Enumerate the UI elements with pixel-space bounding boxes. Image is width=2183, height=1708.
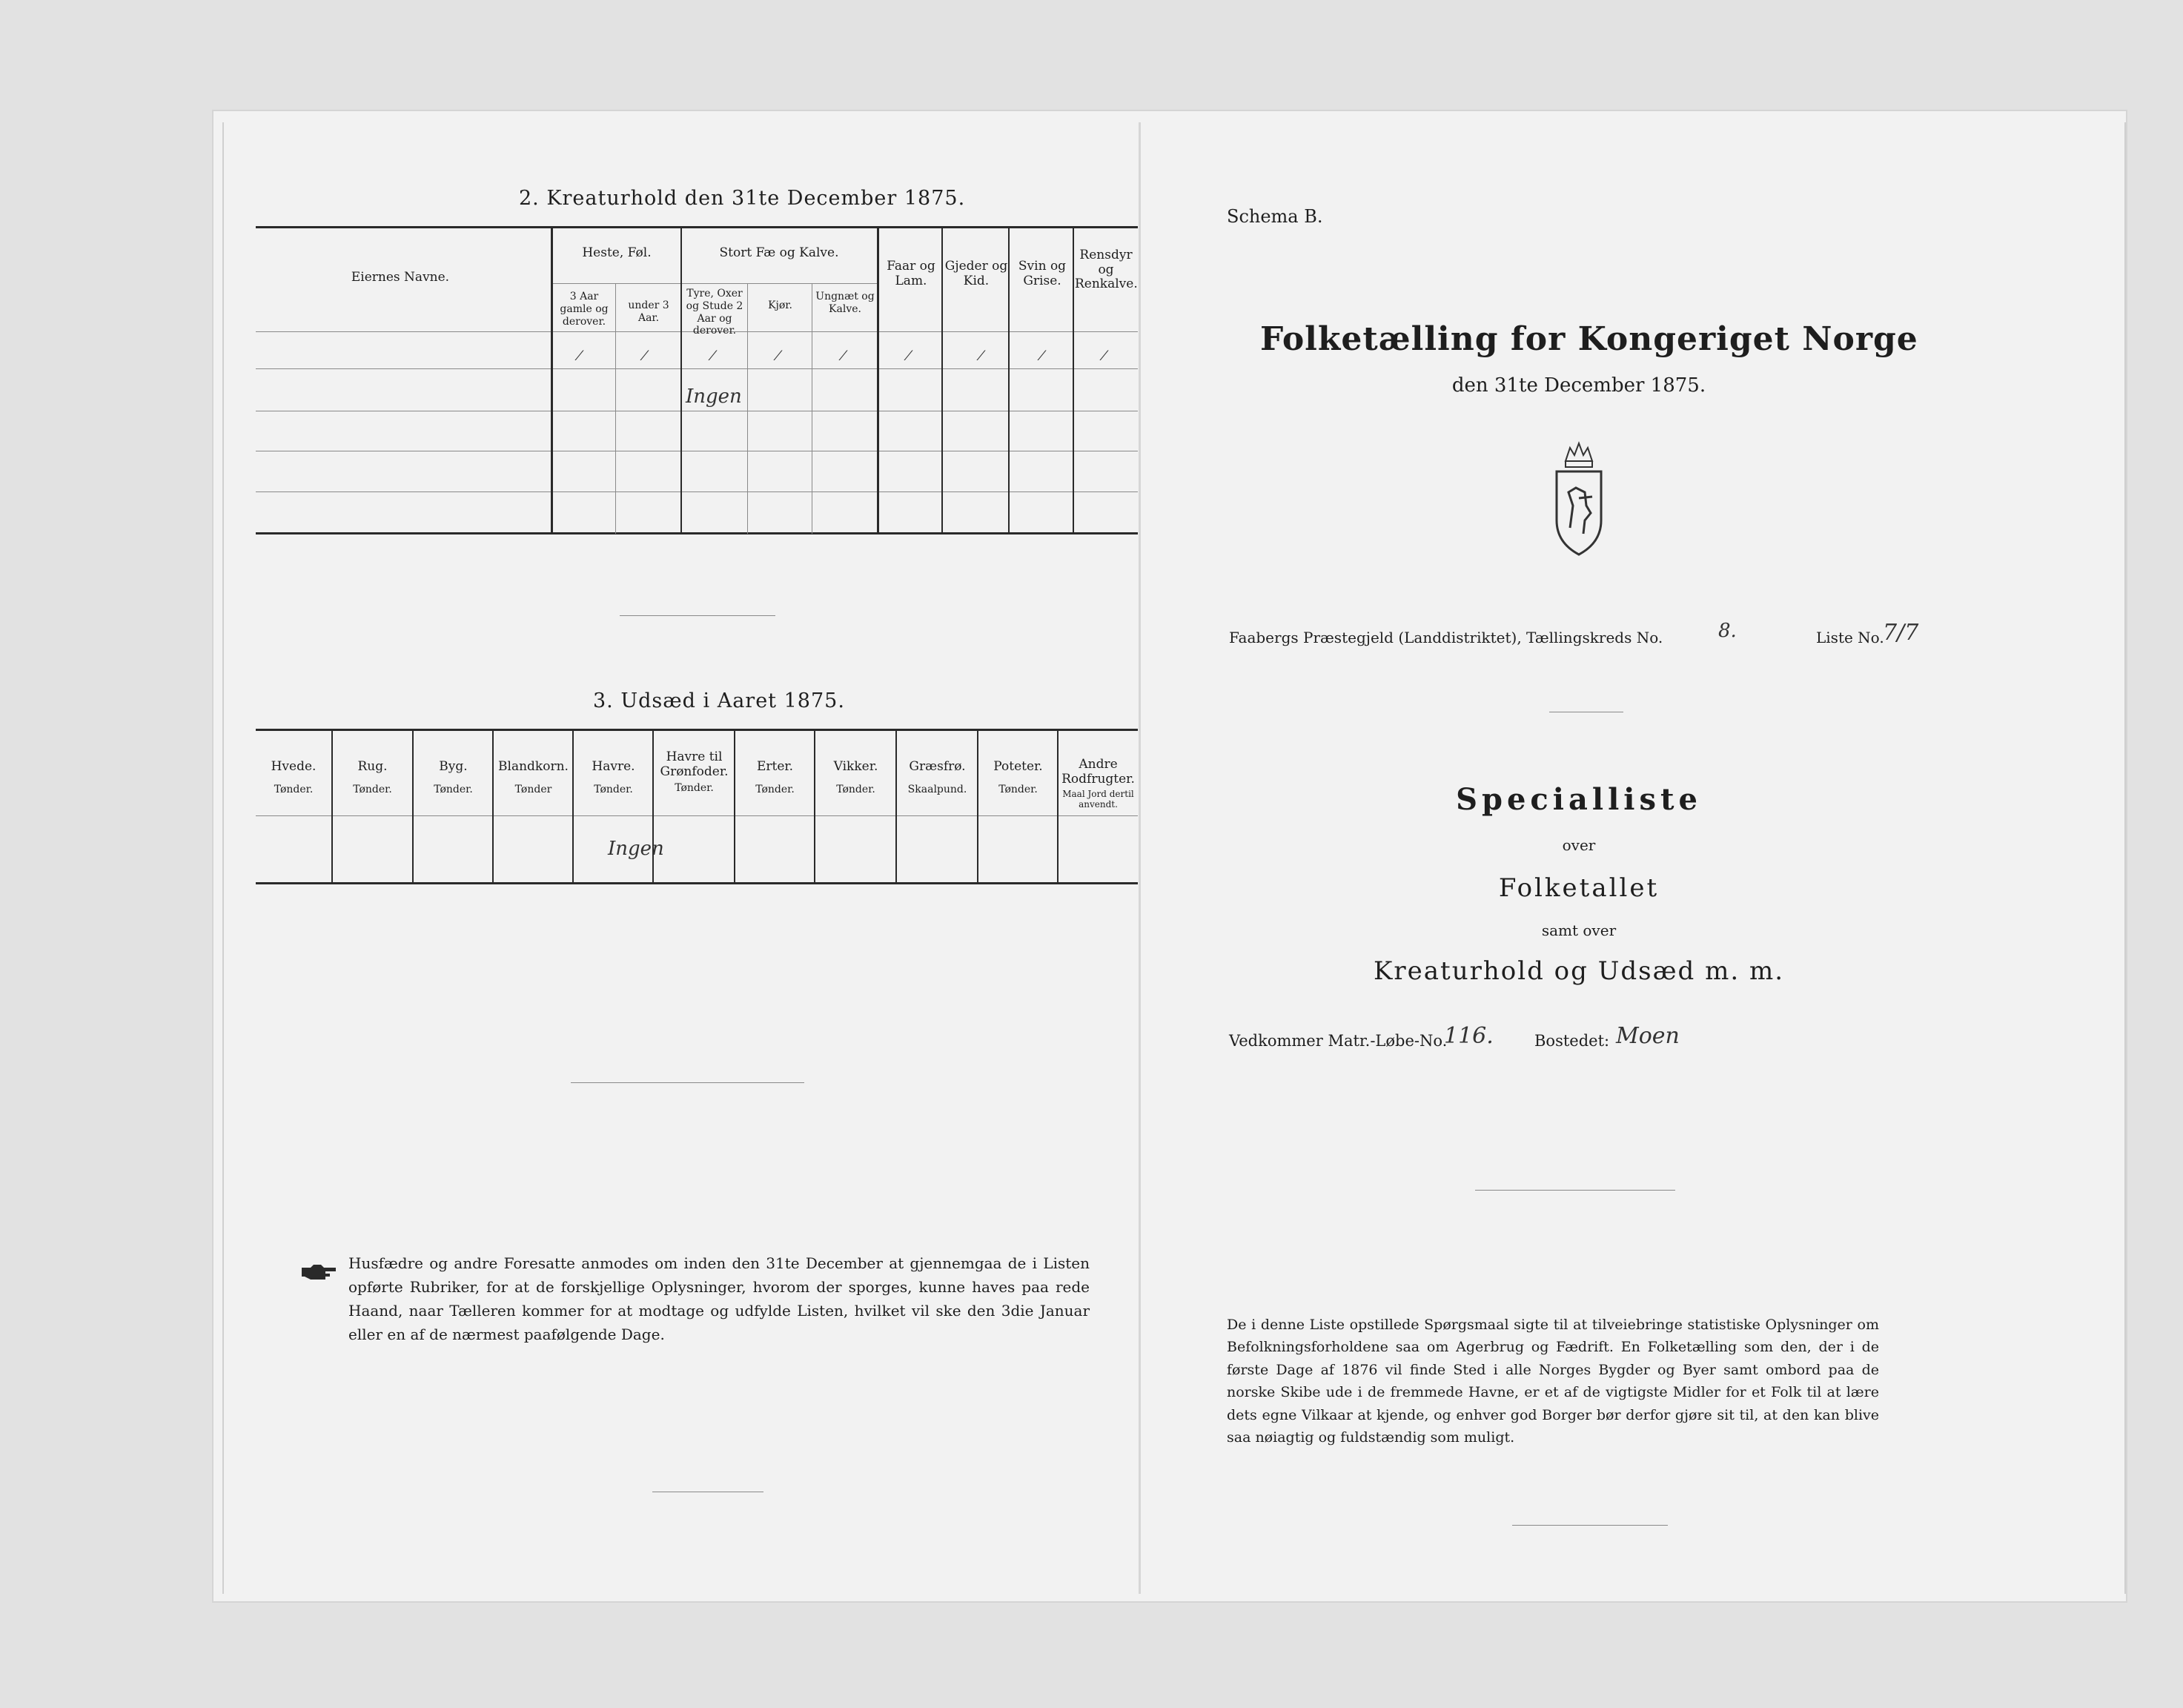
table1-mark: ⁄	[1041, 348, 1044, 364]
table2-col-line	[977, 731, 978, 884]
separator	[1512, 1525, 1668, 1526]
col-byg: Byg. Tønder.	[434, 759, 473, 795]
liste-number: 7/7	[1883, 620, 1919, 646]
table2-header-rule	[256, 815, 1138, 816]
table1-mark: ⁄	[907, 348, 910, 364]
table1-mark: ⁄	[578, 348, 581, 364]
bosted-value: Moen	[1616, 1023, 1680, 1049]
kreaturhold-udsaed-text: Kreaturhold og Udsæd m. m.	[1373, 956, 1784, 986]
table2-col-line	[492, 731, 494, 884]
udsaed-handwritten: Ingen	[608, 838, 664, 860]
udsaed-title: 3. Udsæd i Aaret 1875.	[593, 689, 845, 712]
stort-header: Stort Fæ og Kalve.	[719, 245, 839, 260]
samt-over-text: samt over	[1541, 921, 1617, 939]
heste-sub-b: under 3 Aar.	[628, 299, 669, 324]
kreaturhold-handwritten: Ingen	[686, 385, 742, 408]
col-vikker: Vikker. Tønder.	[833, 759, 878, 795]
stort-sub-b: Kjør.	[768, 299, 792, 311]
footer-paragraph: De i denne Liste opstillede Spørgsmaal sigte til at tilveiebringe statistiske Oplysninger om Befolkningsforholdene saa om Agerbrug og Fædrift. En Folketælling som den, der i de første Dage af 1876 vil finde Sted i alle Norges Bygder og Byer samt ombord paa de norske Skibe ude i de fremmede Havne, er et af de vigtigste Midler for et Folk til at lære dets egne Vilkaar at kjende, og enhver god Borger bør derfor gjøre sit til, at den kan blive saa nøiagtig og fuldstændig som muligt.	[1227, 1317, 1879, 1446]
table2-col-line	[734, 731, 735, 884]
rensdyr-header: Rensdyr og Renkalve.	[1075, 248, 1138, 292]
separator	[620, 615, 775, 616]
specialliste-title: Specialliste	[1456, 782, 1702, 817]
table1-mark: ⁄	[842, 348, 845, 364]
faar-header: Faar og Lam.	[887, 259, 935, 288]
table2-col-line	[572, 731, 574, 884]
separator	[1475, 1190, 1675, 1191]
table2-top-rule	[256, 729, 1138, 731]
matr-label: Vedkommer Matr.-Løbe-No.	[1229, 1032, 1448, 1050]
stort-sub-c: Ungnæt og Kalve.	[815, 291, 875, 315]
matr-number: 116.	[1444, 1023, 1494, 1049]
over-text: over	[1562, 836, 1596, 854]
col-andre-rodfrugter: Andre Rodfrugter. Maal Jord dertil anvendt.	[1061, 757, 1135, 810]
table1-row-rule	[256, 368, 1138, 369]
table1-bottom-rule	[256, 532, 1138, 534]
heste-sub-a: 3 Aar gamle og derover.	[560, 291, 609, 328]
pointing-hand-icon	[300, 1262, 337, 1282]
col-poteter: Poteter. Tønder.	[993, 759, 1043, 795]
page-right-edge	[2124, 122, 2126, 1594]
col-havre-gronfoder: Havre til Grønfoder. Tønder.	[660, 749, 729, 795]
table1-col-line	[1008, 228, 1010, 534]
main-title: Folketælling for Kongeriget Norge	[1260, 320, 1918, 358]
col-havre: Havre. Tønder.	[592, 759, 635, 795]
table1-mark: ⁄	[980, 348, 983, 364]
col-graesfro: Græsfrø. Skaalpund.	[907, 759, 967, 795]
stort-sub-a: Tyre, Oxer og Stude 2 Aar og derover.	[686, 288, 743, 337]
col-erter: Erter. Tønder.	[755, 759, 795, 795]
table2-col-line	[814, 731, 815, 884]
table1-col-line	[551, 228, 553, 534]
gjeder-header: Gjeder og Kid.	[944, 259, 1008, 288]
table1-col-line	[680, 228, 682, 534]
table1-col-line	[747, 283, 748, 534]
table2-col-line	[412, 731, 414, 884]
district-line: Faabergs Præstegjeld (Landdistriktet), Tællingskreds No.	[1229, 629, 1663, 646]
owner-header: Eiernes Navne.	[351, 270, 450, 285]
separator	[571, 1082, 804, 1083]
page-left-edge	[222, 122, 224, 1594]
liste-label: Liste No.	[1816, 629, 1884, 646]
table1-top-rule	[256, 226, 1138, 228]
svin-header: Svin og Grise.	[1018, 259, 1067, 288]
page-fold	[1139, 122, 1141, 1594]
table1-row-rule	[256, 491, 1138, 492]
table1-col-line	[615, 283, 616, 534]
table1-mark: ⁄	[643, 348, 646, 364]
main-date: den 31te December 1875.	[1451, 374, 1706, 397]
table2-bottom-rule	[256, 882, 1138, 884]
col-rug: Rug. Tønder.	[353, 759, 392, 795]
col-blandkorn: Blandkorn. Tønder	[498, 759, 569, 795]
table1-subheader-rule	[552, 283, 878, 284]
col-hvede: Hvede. Tønder.	[271, 759, 317, 795]
folketallet-text: Folketallet	[1498, 873, 1660, 903]
table1-mark: ⁄	[777, 348, 780, 364]
table2-col-line	[652, 731, 654, 884]
table1-mark: ⁄	[712, 348, 715, 364]
table1-col-line	[877, 228, 879, 534]
bosted-label: Bostedet:	[1534, 1032, 1610, 1050]
kreaturhold-title: 2. Kreaturhold den 31te December 1875.	[519, 187, 966, 210]
heste-header: Heste, Føl.	[582, 245, 652, 260]
table2-col-line	[895, 731, 897, 884]
table2-col-line	[331, 731, 333, 884]
notice-paragraph: Husfædre og andre Foresatte anmodes om inden den 31te December at gjennemgaa de i Listen opførte Rubriker, for at de forskjellige Oplysninger, hvorom der sporges, kunne haves paa rede Haand, naar Tælleren kommer for at modtage og udfylde Listen, hvilket vil ske den 3die Januar eller en af de nærmest paafølgende Dage.	[348, 1254, 1090, 1343]
table1-mark: ⁄	[1103, 348, 1106, 364]
norwegian-coat-of-arms-icon	[1549, 439, 1609, 557]
table2-col-line	[1057, 731, 1059, 884]
table1-col-line	[941, 228, 943, 534]
district-number: 8.	[1718, 620, 1737, 642]
schema-label: Schema B.	[1227, 206, 1323, 227]
